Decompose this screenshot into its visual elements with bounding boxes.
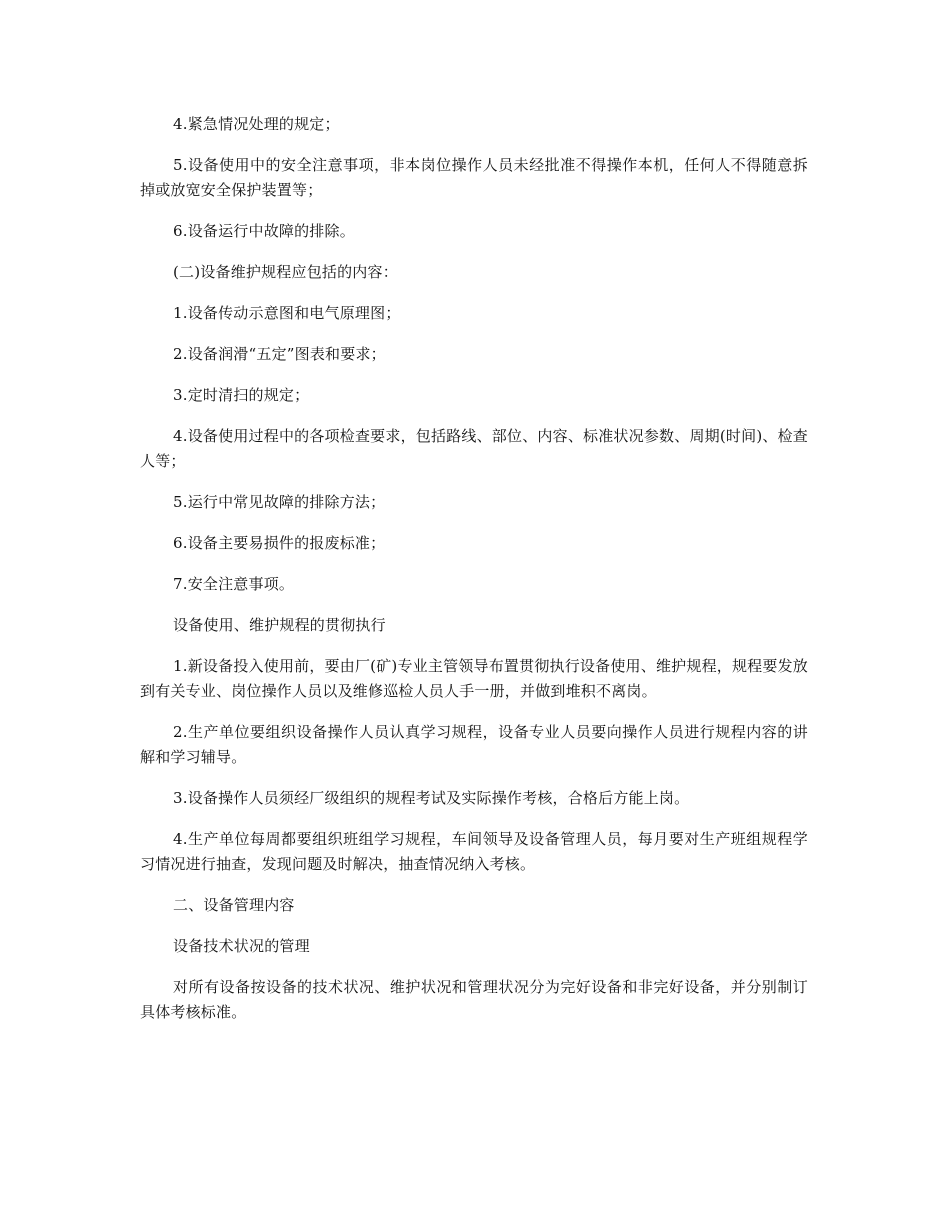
- paragraph-transmission-diagram: 1.设备传动示意图和电气原理图；: [173, 304, 401, 322]
- paragraph-cleaning: 3.定时清扫的规定；: [173, 386, 310, 404]
- section-heading-technical-status: 设备技术状况的管理: [173, 937, 310, 955]
- section-heading-management-content: 二、设备管理内容: [173, 896, 295, 914]
- paragraph-lubrication: 2.设备润滑“五定”图表和要求；: [173, 345, 386, 363]
- paragraph-fault-removal: 6.设备运行中故障的排除。: [173, 222, 355, 240]
- paragraph-safety-notes: 5.设备使用中的安全注意事项，非本岗位操作人员未经批准不得操作本机，任何人不得随意拆掉或放宽安全保护装置等；: [140, 156, 808, 199]
- section-heading-implementation: 设备使用、维护规程的贯彻执行: [173, 616, 386, 634]
- paragraph-inspection-requirements: 4.设备使用过程中的各项检查要求，包括路线、部位、内容、标准状况参数、周期(时间)、检查人等；: [140, 427, 808, 470]
- document-page: [140, 112, 808, 1041]
- paragraph-classification: 对所有设备按设备的技术状况、维护状况和管理状况分为完好设备和非完好设备，并分别制订具体考核标准。: [140, 978, 808, 1021]
- paragraph-weekly-study: 4.生产单位每周都要组织班组学习规程，车间领导及设备管理人员，每月要对生产班组规程学习情况进行抽查，发现问题及时解决，抽查情况纳入考核。: [140, 830, 808, 873]
- paragraph-maintenance-contents-heading: (二)设备维护规程应包括的内容：: [173, 263, 398, 281]
- paragraph-emergency-handling: 4.紧急情况处理的规定；: [173, 115, 340, 133]
- paragraph-safety-items: 7.安全注意事项。: [173, 575, 295, 593]
- paragraph-study-regulations: 2.生产单位要组织设备操作人员认真学习规程，设备专业人员要向操作人员进行规程内容的讲解和学习辅导。: [140, 723, 808, 766]
- paragraph-new-equipment: 1.新设备投入使用前，要由厂(矿)专业主管领导布置贯彻执行设备使用、维护规程，规程要发放到有关专业、岗位操作人员以及维修巡检人员人手一册，并做到堆积不离岗。: [140, 657, 808, 700]
- paragraph-wear-parts: 6.设备主要易损件的报废标准；: [173, 534, 386, 552]
- paragraph-exam: 3.设备操作人员须经厂级组织的规程考试及实际操作考核，合格后方能上岗。: [173, 789, 690, 807]
- paragraph-common-faults: 5.运行中常见故障的排除方法；: [173, 493, 386, 511]
